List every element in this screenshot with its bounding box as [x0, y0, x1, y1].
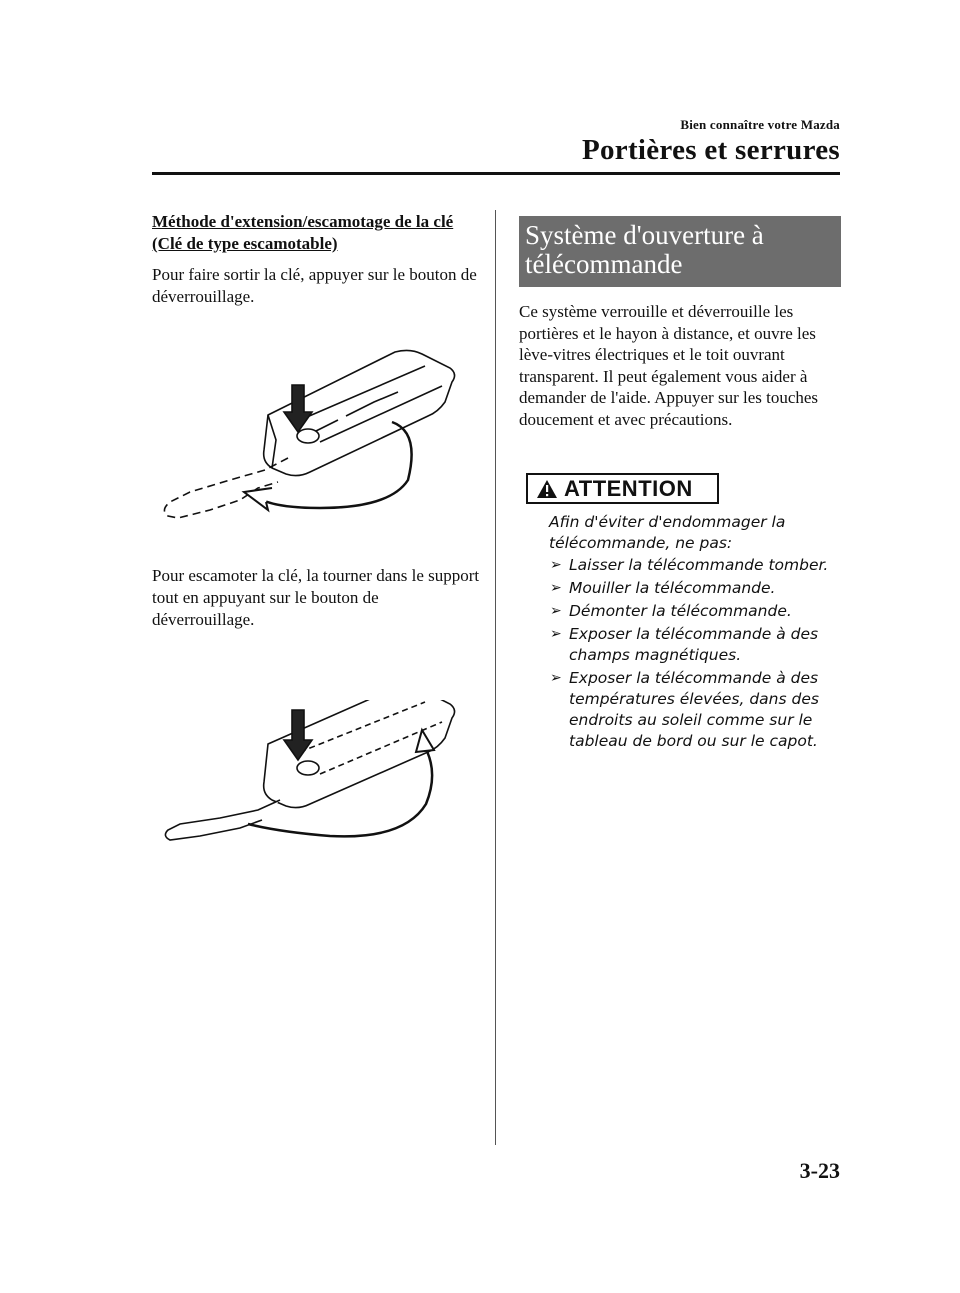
page-title: Portières et serrures — [581, 134, 840, 166]
attention-body — [549, 512, 849, 754]
left-column — [152, 211, 482, 308]
retract-key-instructions: Pour escamoter la clé, la tourner dans le support tout en appuyant sur le bouton de déverrouillage. — [152, 566, 480, 629]
key-retraction-illustration — [160, 700, 460, 850]
list-item: ➢ Exposer la télécommande à des températures élevées, dans des endroits au soleil comme sur le tableau de bord ou sur le capot. — [550, 669, 819, 750]
arrow-bullet-icon: ➢ — [550, 670, 562, 686]
list-item: ➢ Laisser la télécommande tomber. — [550, 556, 829, 574]
arrow-bullet-icon: ➢ — [550, 557, 562, 573]
warning-triangle-icon — [536, 479, 558, 499]
column-divider — [495, 210, 496, 1145]
attention-list — [549, 555, 849, 752]
header-section-label: Bien connaître votre Mazda — [680, 117, 840, 132]
attention-label: ATTENTION — [564, 475, 693, 501]
list-item: ➢ Démonter la télécommande. — [550, 602, 792, 620]
list-item: ➢ Exposer la télécommande à des champs magnétiques. — [550, 625, 819, 664]
arrow-bullet-icon: ➢ — [550, 603, 562, 619]
attention-intro: Afin d'éviter d'endommager la télécommande, ne pas: — [549, 513, 786, 552]
retract-key-text-wrap — [152, 565, 482, 631]
arrow-bullet-icon: ➢ — [550, 580, 562, 596]
attention-banner — [526, 473, 719, 504]
page-number: 3-23 — [799, 1158, 840, 1183]
remote-system-description: Ce système verrouille et déverrouille les portières et le hayon à distance, et ouvre les lève-vitres électriques et le toit ouvrant transparent. Il peut également vous aider à demander de l'aide. Appuyer sur les touches doucement et avec précautions. — [519, 302, 819, 429]
key-method-subheading: Méthode d'extension/escamotage de la clé (Clé de type escamotable) — [152, 212, 454, 253]
header-rule — [152, 172, 840, 175]
list-item: ➢ Mouiller la télécommande. — [550, 579, 776, 597]
arrow-bullet-icon: ➢ — [550, 626, 562, 642]
key-extension-illustration — [160, 340, 460, 530]
right-column — [519, 216, 841, 430]
section-heading: Système d'ouverture à télécommande — [519, 216, 841, 287]
extend-key-instructions: Pour faire sortir la clé, appuyer sur le bouton de déverrouillage. — [152, 265, 477, 306]
